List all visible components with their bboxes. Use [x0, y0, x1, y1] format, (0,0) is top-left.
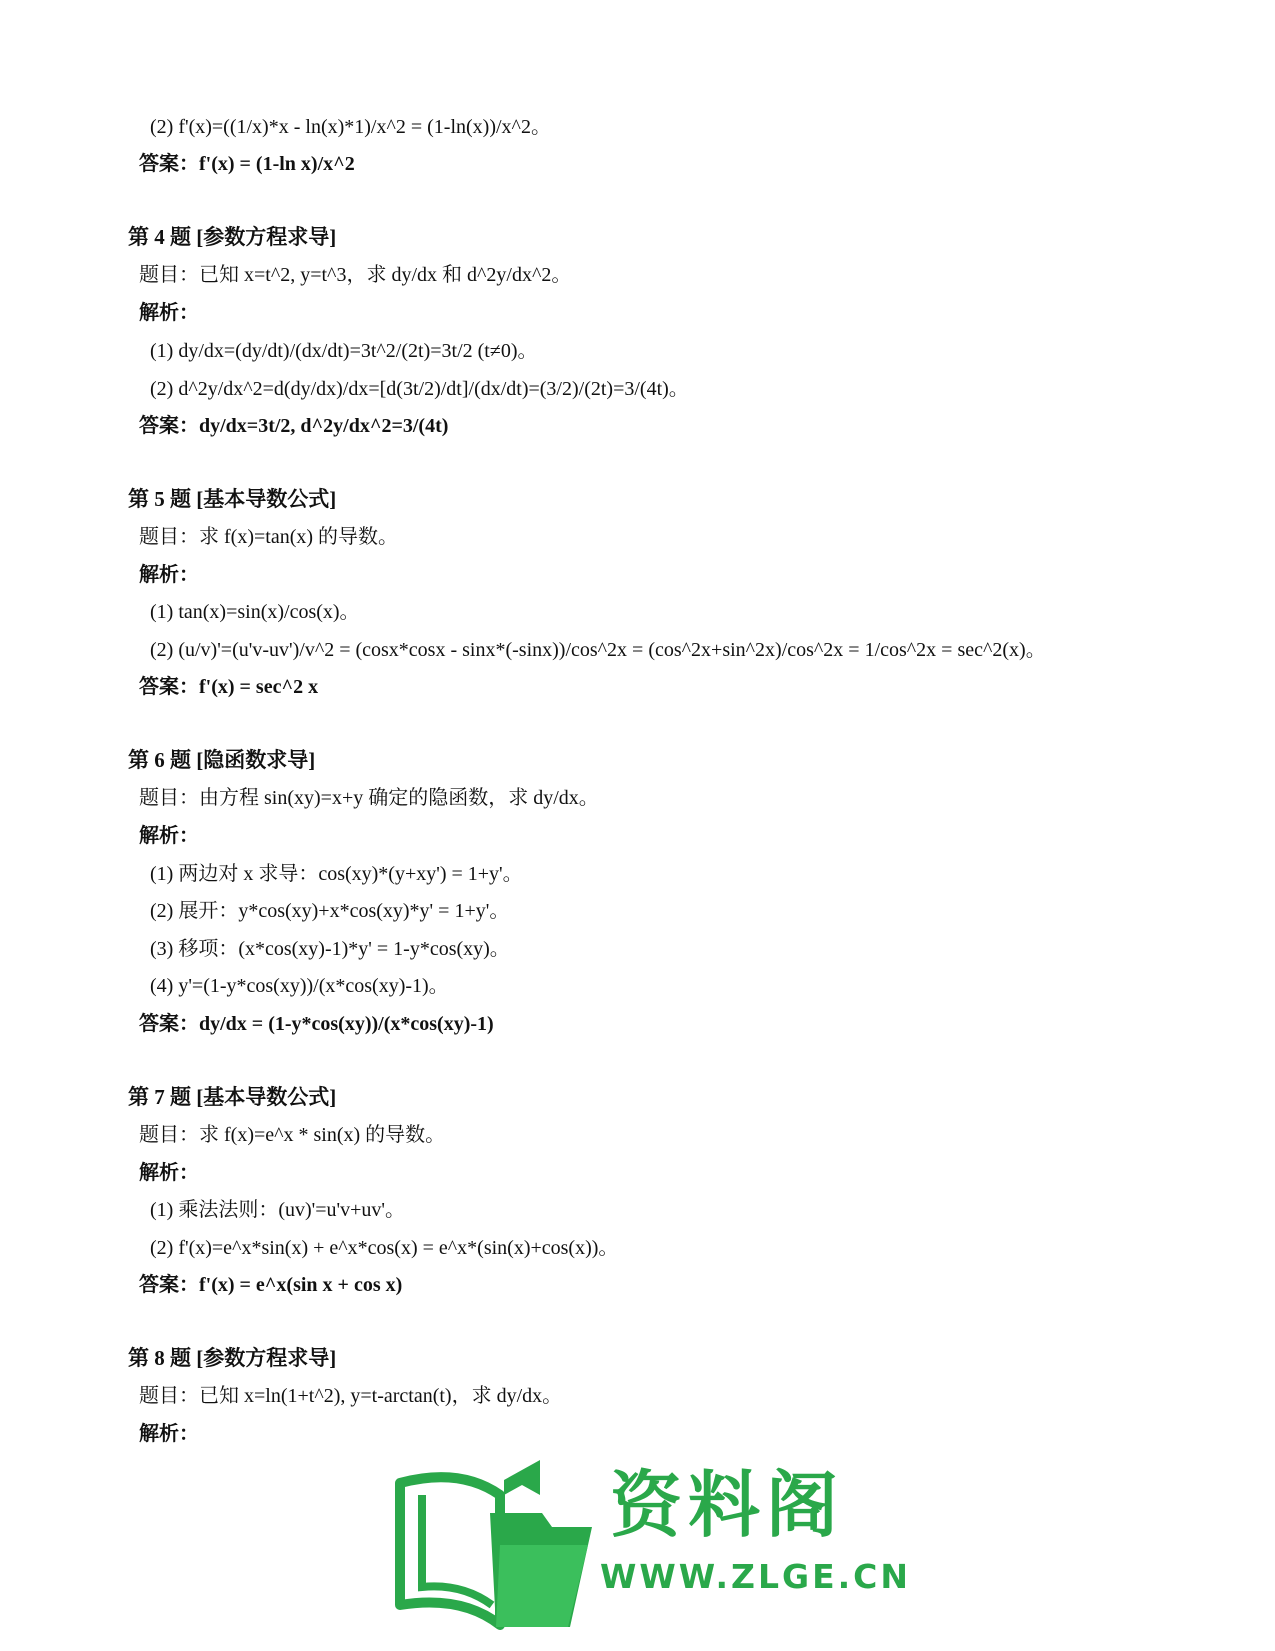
analysis-label: 解析： — [139, 302, 199, 324]
solution-step: (3) 移项：(x*cos(xy)-1)*y' = 1-y*cos(xy)。 — [150, 938, 510, 960]
solution-step: (1) tan(x)=sin(x)/cos(x)。 — [150, 601, 360, 623]
problem-statement: 题目：已知 x=ln(1+t^2), y=t-arctan(t)，求 dy/dx。 — [139, 1385, 563, 1407]
problem-heading: 第 5 题 [基本导数公式] — [128, 487, 337, 511]
solution-step: (4) y'=(1-y*cos(xy))/(x*cos(xy)-1)。 — [150, 975, 449, 997]
solution-step: (2) f'(x)=e^x*sin(x) + e^x*cos(x) = e^x*(sin(x)+cos(x))。 — [150, 1237, 619, 1259]
analysis-label: 解析： — [139, 1423, 199, 1445]
watermark-title: 资料阁 — [610, 1463, 845, 1547]
solution-step: (2) d^2y/dx^2=d(dy/dx)/dx=[d(3t/2)/dt]/(dx/dt)=(3/2)/(2t)=3/(4t)。 — [150, 378, 689, 400]
analysis-label: 解析： — [139, 1162, 199, 1184]
answer-line: 答案：dy/dx=3t/2, d^2y/dx^2=3/(4t) — [139, 415, 449, 437]
problem-statement: 题目：已知 x=t^2, y=t^3，求 dy/dx 和 d^2y/dx^2。 — [139, 264, 572, 286]
problem-heading: 第 7 题 [基本导数公式] — [128, 1085, 337, 1109]
watermark — [392, 1455, 912, 1635]
problem-heading: 第 4 题 [参数方程求导] — [128, 225, 337, 249]
problem-heading: 第 6 题 [隐函数求导] — [128, 748, 316, 772]
analysis-label: 解析： — [139, 825, 199, 847]
problem-statement: 题目：求 f(x)=e^x * sin(x) 的导数。 — [139, 1124, 446, 1146]
folder-book-logo-icon — [392, 1455, 602, 1635]
solution-step: (1) 两边对 x 求导：cos(xy)*(y+xy') = 1+y'。 — [150, 863, 523, 885]
problem-heading: 第 8 题 [参数方程求导] — [128, 1346, 337, 1370]
answer-line: 答案：f'(x) = (1-ln x)/x^2 — [139, 153, 355, 175]
solution-step: (2) 展开：y*cos(xy)+x*cos(xy)*y' = 1+y'。 — [150, 900, 510, 922]
answer-line: 答案：dy/dx = (1-y*cos(xy))/(x*cos(xy)-1) — [139, 1013, 494, 1035]
answer-line: 答案：f'(x) = sec^2 x — [139, 676, 319, 698]
answer-line: 答案：f'(x) = e^x(sin x + cos x) — [139, 1274, 403, 1296]
solution-step: (1) dy/dx=(dy/dt)/(dx/dt)=3t^2/(2t)=3t/2 (t≠0)。 — [150, 340, 538, 362]
watermark-url: WWW.ZLGE.CN — [600, 1557, 912, 1596]
analysis-label: 解析： — [139, 564, 199, 586]
problem-statement: 题目：求 f(x)=tan(x) 的导数。 — [139, 526, 399, 548]
solution-step: (2) (u/v)'=(u'v-uv')/v^2 = (cosx*cosx - sinx*(-sinx))/cos^2x = (cos^2x+sin^2x)/cos^2x = 1/cos^2x = sec^2(x)。 — [150, 639, 1046, 661]
solution-step: (2) f'(x)=((1/x)*x - ln(x)*1)/x^2 = (1-ln(x))/x^2。 — [150, 116, 551, 138]
solution-step: (1) 乘法法则：(uv)'=u'v+uv'。 — [150, 1199, 406, 1221]
problem-statement: 题目：由方程 sin(xy)=x+y 确定的隐函数，求 dy/dx。 — [139, 787, 599, 809]
